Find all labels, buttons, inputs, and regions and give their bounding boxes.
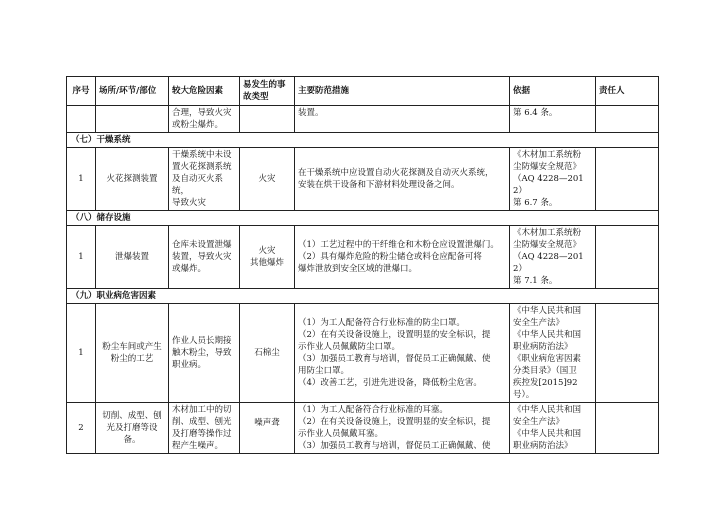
- cell-line: 《中华人民共和国: [513, 330, 582, 340]
- cell-line: （2）在有关设备设施上，设置明显的安全标识，提: [298, 330, 491, 340]
- cell-line: 装置，导致火灾: [172, 252, 232, 262]
- header-cell: 序号: [67, 77, 96, 106]
- cell-place: [96, 148, 169, 211]
- header-cell: 较大危险因素: [169, 77, 240, 106]
- cell-line: 《中华人民共和国: [513, 429, 582, 439]
- cell-line: 安全生产法》: [513, 417, 565, 427]
- cell-accident: [240, 403, 295, 454]
- cell-no: [67, 106, 96, 133]
- cell-line: 光及打磨等设: [106, 423, 158, 433]
- cell-accident: [240, 226, 295, 289]
- section-title: （九）职业病危害因素: [67, 289, 659, 304]
- cell-basis: [510, 106, 596, 133]
- section-row: [67, 289, 659, 304]
- cell-line: 或粉尘爆炸。: [172, 120, 224, 130]
- cell-line: 职业病。: [172, 360, 207, 370]
- cell-line: （2）具有爆炸危险的粉尘储仓或料仓应配备可将: [298, 252, 482, 262]
- cell-line: （AQ 4228—2012）: [513, 252, 584, 274]
- table-row: [67, 148, 659, 211]
- table-row: [67, 403, 659, 454]
- cell-no: 1: [67, 304, 96, 403]
- cell-line: 《中华人民共和国: [513, 306, 582, 316]
- cell-no: 1: [67, 226, 96, 289]
- section-title: （七）干燥系统: [67, 133, 659, 148]
- cell-line: 及打磨等操作过: [172, 429, 232, 439]
- header-cell: 依据: [510, 77, 596, 106]
- table-row: [67, 106, 659, 133]
- table-row: [67, 226, 659, 289]
- cell-line: 程产生噪声。: [172, 441, 224, 451]
- cell-basis: [510, 304, 596, 403]
- header-row: [67, 77, 659, 106]
- cell-line: 及自动灭火系统，: [172, 174, 224, 196]
- cell-owner: [596, 304, 659, 403]
- section-title: （八）储存设施: [67, 211, 659, 226]
- cell-line: 置火花探测系统: [172, 162, 232, 172]
- cell-line: 触木粉尘，导致: [172, 348, 232, 358]
- cell-line: 其他爆炸: [249, 258, 284, 268]
- cell-line: （1）为工人配备符合行业标准的耳塞。: [298, 405, 448, 415]
- cell-owner: [596, 226, 659, 289]
- cell-line: （4）改善工艺，引进先进设备，降低粉尘危害。: [298, 378, 482, 388]
- section-row: [67, 133, 659, 148]
- cell-line: 合理，导致火灾: [172, 108, 232, 118]
- cell-line: 粉尘车间或产生: [102, 342, 162, 352]
- cell-risk: [169, 304, 240, 403]
- cell-line: 粉尘的工艺: [110, 354, 154, 364]
- cell-line: 切削、成型、刨: [102, 411, 162, 421]
- header-cell: 主要防范措施: [295, 77, 510, 106]
- cell-line: 导致火灾: [172, 198, 207, 208]
- cell-line: 示作业人员佩戴耳塞。: [298, 429, 384, 439]
- cell-line: （AQ 4228—2012）: [513, 174, 584, 196]
- cell-line: 《中华人民共和国: [513, 405, 582, 415]
- cell-measures: [295, 106, 510, 133]
- cell-line: 爆炸泄放到安全区域的泄爆口。: [298, 264, 418, 274]
- cell-place: [96, 403, 169, 454]
- cell-line: （3）加强员工教育与培训，督促员工正确佩戴、使: [298, 354, 491, 364]
- cell-accident: [240, 148, 295, 211]
- cell-line: 在干燥系统中应设置自动火花探测及自动灭火系统，: [298, 168, 494, 178]
- cell-line: （3）加强员工教育与培训，督促员工正确佩戴、使: [298, 441, 491, 451]
- cell-line: 火灾: [258, 174, 276, 184]
- cell-no: 2: [67, 403, 96, 454]
- cell-line: （1）为工人配备符合行业标准的防尘口罩。: [298, 318, 465, 328]
- cell-line: （2）在有关设备设施上，设置明显的安全标识，提: [298, 417, 491, 427]
- cell-line: 仓库未设置泄爆: [172, 240, 232, 250]
- cell-accident: [240, 304, 295, 403]
- cell-basis: [510, 148, 596, 211]
- cell-place: [96, 304, 169, 403]
- cell-line: 备。: [123, 435, 141, 445]
- cell-line: 《木材加工系统粉: [513, 228, 582, 238]
- cell-line: 职业病防治法》: [513, 441, 573, 451]
- cell-line: 第 6.7 条。: [513, 198, 558, 208]
- hazard-table: [66, 76, 659, 454]
- cell-measures: [295, 226, 510, 289]
- cell-line: 噪声聋: [254, 418, 280, 428]
- cell-line: 用防尘口罩。: [298, 366, 350, 376]
- cell-line: （1）工艺过程中的干纤维仓和木粉仓应设置泄爆门。: [298, 240, 499, 250]
- cell-basis: [510, 226, 596, 289]
- cell-risk: [169, 106, 240, 133]
- cell-line: 安全生产法》: [513, 318, 565, 328]
- cell-measures: [295, 403, 510, 454]
- header-cell: 责任人: [596, 77, 659, 106]
- cell-line: 木材加工中的切: [172, 405, 232, 415]
- cell-line: 石棉尘: [254, 348, 280, 358]
- cell-line: 泄爆装置: [114, 252, 149, 262]
- cell-owner: [596, 148, 659, 211]
- cell-line: 干燥系统中未设: [172, 150, 232, 160]
- cell-line: 分类目录》（国卫: [513, 366, 577, 376]
- cell-line: 第 6.4 条。: [513, 108, 558, 118]
- cell-accident: [240, 106, 295, 133]
- cell-line: 或爆炸。: [172, 264, 207, 274]
- cell-place: [96, 106, 169, 133]
- cell-line: 装置。: [298, 108, 324, 118]
- table-row: [67, 304, 659, 403]
- header-cell: 易发生的事故类型: [240, 77, 295, 106]
- cell-no: 1: [67, 148, 96, 211]
- cell-line: 《木材加工系统粉: [513, 150, 582, 160]
- cell-measures: [295, 304, 510, 403]
- cell-line: 疾控发[2015]92号）。: [513, 378, 578, 400]
- cell-line: 火灾: [258, 246, 276, 256]
- cell-place: [96, 226, 169, 289]
- cell-line: 示作业人员佩戴防尘口罩。: [298, 342, 401, 352]
- cell-line: 火花探测装置: [106, 174, 158, 184]
- cell-line: 安装在烘干设备和下游材料处理设备之间。: [298, 180, 460, 190]
- cell-owner: [596, 106, 659, 133]
- cell-line: 《职业病危害因素: [513, 354, 582, 364]
- cell-line: 第 7.1 条。: [513, 276, 558, 286]
- cell-owner: [596, 403, 659, 454]
- cell-line: 尘防爆安全规范》: [513, 240, 582, 250]
- header-cell: 场所/环节/部位: [96, 77, 169, 106]
- cell-basis: [510, 403, 596, 454]
- cell-risk: [169, 226, 240, 289]
- cell-line: 尘防爆安全规范》: [513, 162, 582, 172]
- cell-line: 职业病防治法》: [513, 342, 573, 352]
- section-row: [67, 211, 659, 226]
- cell-line: 削、成型、刨光: [172, 417, 232, 427]
- cell-risk: [169, 403, 240, 454]
- cell-line: 作业人员长期接: [172, 336, 232, 346]
- cell-measures: [295, 148, 510, 211]
- cell-risk: [169, 148, 240, 211]
